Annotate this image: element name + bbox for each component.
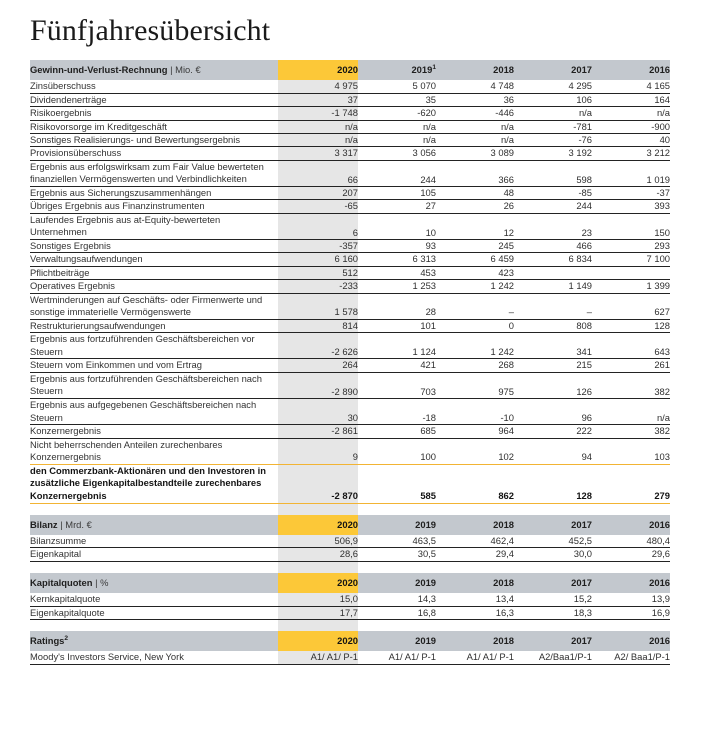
cell-2020: 15,0 xyxy=(278,593,358,606)
cell-2017: 1 149 xyxy=(514,280,592,293)
cell-2018: 12 xyxy=(436,213,514,239)
cell-2018: 13,4 xyxy=(436,593,514,606)
cell-2016: 1 399 xyxy=(592,280,670,293)
column-header-2017: 2017 xyxy=(514,60,592,80)
cell-2016: 1 019 xyxy=(592,160,670,186)
cell-2019: n/a xyxy=(358,120,436,133)
column-header-2020: 2020 xyxy=(278,515,358,535)
table-row xyxy=(30,80,698,93)
row-label: Restrukturierungsaufwendungen xyxy=(30,319,278,332)
cell-2020: -2 870 xyxy=(278,464,358,503)
page-title: Fünfjahresübersicht xyxy=(30,14,271,47)
cell-2020: -65 xyxy=(278,200,358,213)
gap-cell xyxy=(30,503,278,515)
cell-2017: 128 xyxy=(514,464,592,503)
cell-2018: n/a xyxy=(436,120,514,133)
table-row xyxy=(30,266,698,279)
section-header-kapitalquoten xyxy=(30,573,698,593)
cell-2016: 480,4 xyxy=(592,535,670,548)
cell-2018: 26 xyxy=(436,200,514,213)
table-gutter xyxy=(670,464,698,503)
cell-2016: A2/ Baa1/P-1 xyxy=(592,651,670,664)
cell-2016: 7 100 xyxy=(592,253,670,266)
table-row xyxy=(30,293,698,319)
row-label: Operatives Ergebnis xyxy=(30,280,278,293)
gap-cell-2020 xyxy=(278,620,358,632)
cell-2016: 393 xyxy=(592,200,670,213)
table-gutter xyxy=(670,120,698,133)
column-header-2016: 2016 xyxy=(592,631,670,651)
cell-2020: A1/ A1/ P-1 xyxy=(278,651,358,664)
row-label: Sonstiges Realisierungs- und Bewertungsergebnis xyxy=(30,134,278,147)
column-header-2017: 2017 xyxy=(514,573,592,593)
cell-2020: 4 975 xyxy=(278,80,358,93)
cell-2017: 452,5 xyxy=(514,535,592,548)
cell-2020: 17,7 xyxy=(278,606,358,619)
column-header-2019: 2019 xyxy=(358,631,436,651)
cell-2016: 279 xyxy=(592,464,670,503)
section-unit: | % xyxy=(92,576,109,588)
table-row xyxy=(30,187,698,200)
cell-2018: A1/ A1/ P-1 xyxy=(436,651,514,664)
cell-2018: 102 xyxy=(436,438,514,464)
cell-2017: A2/Baa1/P-1 xyxy=(514,651,592,664)
table-row xyxy=(30,160,698,186)
cell-2019: -18 xyxy=(358,399,436,425)
cell-2016: 103 xyxy=(592,438,670,464)
cell-2016: 40 xyxy=(592,134,670,147)
table-gutter xyxy=(670,319,698,332)
cell-2016: 627 xyxy=(592,293,670,319)
table-row xyxy=(30,606,698,619)
row-label: Bilanzsumme xyxy=(30,535,278,548)
row-label: Ergebnis aus Sicherungszusammenhängen xyxy=(30,187,278,200)
cell-2020: 9 xyxy=(278,438,358,464)
cell-2019: -620 xyxy=(358,107,436,120)
cell-2016: 150 xyxy=(592,213,670,239)
cell-2020: 512 xyxy=(278,266,358,279)
cell-2019: 244 xyxy=(358,160,436,186)
cell-2019: 421 xyxy=(358,359,436,372)
section-header-label xyxy=(30,515,278,535)
gap-cell xyxy=(30,620,278,632)
cell-2017: 466 xyxy=(514,240,592,253)
table-row xyxy=(30,147,698,160)
cell-2019: 16,8 xyxy=(358,606,436,619)
column-header-2020: 2020 xyxy=(278,573,358,593)
cell-2017: 6 834 xyxy=(514,253,592,266)
cell-2020: 6 160 xyxy=(278,253,358,266)
cell-2019: 1 253 xyxy=(358,280,436,293)
cell-2019: 5 070 xyxy=(358,80,436,93)
cell-2017: -76 xyxy=(514,134,592,147)
cell-2017: 808 xyxy=(514,319,592,332)
cell-2019: 93 xyxy=(358,240,436,253)
table-row xyxy=(30,240,698,253)
row-label: Nicht beherrschenden Anteilen zurechenbares Konzernergebnis xyxy=(30,438,278,464)
row-label: Wertminderungen auf Geschäfts- oder Firmenwerte und sonstige immaterielle Vermögenswerte xyxy=(30,293,278,319)
gap-cell-2020 xyxy=(278,503,358,515)
cell-2020: n/a xyxy=(278,120,358,133)
table-gutter xyxy=(670,438,698,464)
cell-2018: 1 242 xyxy=(436,333,514,359)
table-row xyxy=(30,134,698,147)
column-header-2017: 2017 xyxy=(514,515,592,535)
row-label: den Commerzbank-Aktionären und den Investoren in zusätzliche Eigenkapitalbestandteile zurechenbares Konzernergebnis xyxy=(30,464,278,503)
cell-2018: -446 xyxy=(436,107,514,120)
table-gutter xyxy=(670,425,698,438)
cell-2020: 30 xyxy=(278,399,358,425)
cell-2019: 27 xyxy=(358,200,436,213)
cell-2018: 29,4 xyxy=(436,548,514,561)
cell-2020: -2 890 xyxy=(278,372,358,398)
table-row xyxy=(30,280,698,293)
table-row xyxy=(30,425,698,438)
row-label: Kernkapitalquote xyxy=(30,593,278,606)
cell-2020: 28,6 xyxy=(278,548,358,561)
table-row xyxy=(30,107,698,120)
cell-2019: 585 xyxy=(358,464,436,503)
column-header-2016: 2016 xyxy=(592,60,670,80)
section-header-guv xyxy=(30,60,698,80)
table-gutter xyxy=(670,293,698,319)
cell-2018: 423 xyxy=(436,266,514,279)
cell-2017: -85 xyxy=(514,187,592,200)
table-row xyxy=(30,372,698,398)
gap-cell xyxy=(514,503,592,515)
cell-2019: 28 xyxy=(358,293,436,319)
cell-2016: -37 xyxy=(592,187,670,200)
row-label: Risikoergebnis xyxy=(30,107,278,120)
cell-2016: 16,9 xyxy=(592,606,670,619)
row-label: Ergebnis aus fortzuführenden Geschäftsbereichen nach Steuern xyxy=(30,372,278,398)
cell-2016: 261 xyxy=(592,359,670,372)
cell-2017: 244 xyxy=(514,200,592,213)
table-row xyxy=(30,399,698,425)
table-gutter xyxy=(670,548,698,561)
cell-2020: -233 xyxy=(278,280,358,293)
footnote-marker-1: 1 xyxy=(432,63,436,71)
row-label: Laufendes Ergebnis aus at-Equity-bewerteten Unternehmen xyxy=(30,213,278,239)
table-row xyxy=(30,535,698,548)
table-gutter xyxy=(670,160,698,186)
cell-2019: 3 056 xyxy=(358,147,436,160)
table-row xyxy=(30,593,698,606)
row-label: Eigenkapitalquote xyxy=(30,606,278,619)
cell-2019: 100 xyxy=(358,438,436,464)
row-label: Steuern vom Einkommen und vom Ertrag xyxy=(30,359,278,372)
cell-2017: 222 xyxy=(514,425,592,438)
table-gutter xyxy=(670,107,698,120)
column-header-2020: 2020 xyxy=(278,631,358,651)
table-gutter xyxy=(670,80,698,93)
column-header-2016: 2016 xyxy=(592,515,670,535)
table-row xyxy=(30,438,698,464)
table-row-total xyxy=(30,464,698,503)
cell-2017: 215 xyxy=(514,359,592,372)
cell-2018: 862 xyxy=(436,464,514,503)
table-gutter xyxy=(670,573,698,593)
table-gutter xyxy=(670,606,698,619)
table-gutter xyxy=(670,631,698,651)
section-header-label xyxy=(30,60,278,80)
cell-2016: n/a xyxy=(592,107,670,120)
cell-2016 xyxy=(592,266,670,279)
gap-cell xyxy=(30,561,278,573)
table-row xyxy=(30,319,698,332)
table-gutter xyxy=(670,651,698,664)
table-gutter xyxy=(670,93,698,106)
row-label: Ergebnis aus fortzuführenden Geschäftsbereichen vor Steuern xyxy=(30,333,278,359)
section-title: Kapitalquoten xyxy=(30,576,93,588)
gap-cell xyxy=(514,620,592,632)
cell-2020: 264 xyxy=(278,359,358,372)
section-header-label xyxy=(30,631,278,651)
section-unit: | Mrd. € xyxy=(57,518,92,530)
cell-2019: n/a xyxy=(358,134,436,147)
cell-2016: 128 xyxy=(592,319,670,332)
cell-2018: 462,4 xyxy=(436,535,514,548)
gap-cell xyxy=(592,561,670,573)
row-label: Pflichtbeiträge xyxy=(30,266,278,279)
cell-2019: 703 xyxy=(358,372,436,398)
section-header-ratings xyxy=(30,631,698,651)
cell-2018: 36 xyxy=(436,93,514,106)
gap-cell xyxy=(592,620,670,632)
cell-2020: 37 xyxy=(278,93,358,106)
cell-2019: 463,5 xyxy=(358,535,436,548)
cell-2018: n/a xyxy=(436,134,514,147)
cell-2017: 126 xyxy=(514,372,592,398)
table-row xyxy=(30,359,698,372)
cell-2017: 598 xyxy=(514,160,592,186)
cell-2020: 3 317 xyxy=(278,147,358,160)
table-gutter xyxy=(670,561,698,573)
cell-2018: -10 xyxy=(436,399,514,425)
cell-2018: 366 xyxy=(436,160,514,186)
cell-2018: 245 xyxy=(436,240,514,253)
column-header-2020: 2020 xyxy=(278,60,358,80)
gap-cell xyxy=(436,503,514,515)
cell-2017: 94 xyxy=(514,438,592,464)
cell-2017 xyxy=(514,266,592,279)
table-row xyxy=(30,333,698,359)
cell-2016: 643 xyxy=(592,333,670,359)
section-title: Ratings xyxy=(30,635,65,647)
row-label: Provisionsüberschuss xyxy=(30,147,278,160)
cell-2017: 18,3 xyxy=(514,606,592,619)
cell-2019: 10 xyxy=(358,213,436,239)
cell-2020: -357 xyxy=(278,240,358,253)
cell-2017: 96 xyxy=(514,399,592,425)
cell-2017: 341 xyxy=(514,333,592,359)
cell-2018: 16,3 xyxy=(436,606,514,619)
cell-2020: 207 xyxy=(278,187,358,200)
table-gutter xyxy=(670,593,698,606)
gap-cell xyxy=(358,561,436,573)
cell-2018: 268 xyxy=(436,359,514,372)
table-gutter xyxy=(670,266,698,279)
cell-2016: 382 xyxy=(592,425,670,438)
table-gutter xyxy=(670,359,698,372)
section-unit: | Mio. € xyxy=(167,64,201,75)
cell-2016: 293 xyxy=(592,240,670,253)
cell-2019: 6 313 xyxy=(358,253,436,266)
section-gap xyxy=(30,503,698,515)
gap-cell xyxy=(592,503,670,515)
cell-2018: – xyxy=(436,293,514,319)
row-label: Konzernergebnis xyxy=(30,425,278,438)
table-gutter xyxy=(670,372,698,398)
cell-2018: 1 242 xyxy=(436,280,514,293)
section-gap xyxy=(30,620,698,632)
cell-2019: 105 xyxy=(358,187,436,200)
gap-cell-2020 xyxy=(278,561,358,573)
cell-2019: 453 xyxy=(358,266,436,279)
cell-2016: 164 xyxy=(592,93,670,106)
cell-2016: n/a xyxy=(592,399,670,425)
column-header-2018: 2018 xyxy=(436,631,514,651)
row-label: Eigenkapital xyxy=(30,548,278,561)
cell-2020: 66 xyxy=(278,160,358,186)
cell-2016: 4 165 xyxy=(592,80,670,93)
cell-2017: -781 xyxy=(514,120,592,133)
cell-2020: 1 578 xyxy=(278,293,358,319)
gap-cell xyxy=(358,620,436,632)
row-label: Übriges Ergebnis aus Finanzinstrumenten xyxy=(30,200,278,213)
column-header-2018: 2018 xyxy=(436,573,514,593)
gap-cell xyxy=(436,561,514,573)
cell-2018: 3 089 xyxy=(436,147,514,160)
table-gutter xyxy=(670,213,698,239)
cell-2016: -900 xyxy=(592,120,670,133)
gap-cell xyxy=(514,561,592,573)
column-header-2019: 2019 xyxy=(358,515,436,535)
cell-2017: 23 xyxy=(514,213,592,239)
cell-2017: 3 192 xyxy=(514,147,592,160)
table-gutter xyxy=(670,503,698,515)
cell-2019: 35 xyxy=(358,93,436,106)
table-row xyxy=(30,200,698,213)
column-header-2017: 2017 xyxy=(514,631,592,651)
cell-2016: 382 xyxy=(592,372,670,398)
table-gutter xyxy=(670,399,698,425)
cell-2019: 1 124 xyxy=(358,333,436,359)
table-gutter xyxy=(670,60,698,80)
cell-2017: 106 xyxy=(514,93,592,106)
section-title: Bilanz xyxy=(30,518,58,530)
cell-2017: 15,2 xyxy=(514,593,592,606)
row-label: Dividendenerträge xyxy=(30,93,278,106)
cell-2020: -2 626 xyxy=(278,333,358,359)
row-label: Ergebnis aus erfolgswirksam zum Fair Value bewerteten finanziellen Vermögenswerten und Verbindlichkeiten xyxy=(30,160,278,186)
cell-2017: n/a xyxy=(514,107,592,120)
table-row xyxy=(30,93,698,106)
table-gutter xyxy=(670,620,698,632)
section-title: Gewinn-und-Verlust-Rechnung xyxy=(30,64,168,75)
column-header-2018: 2018 xyxy=(436,515,514,535)
cell-2018: 0 xyxy=(436,319,514,332)
table-gutter xyxy=(670,187,698,200)
table-row xyxy=(30,651,698,664)
cell-2017: – xyxy=(514,293,592,319)
cell-2018: 6 459 xyxy=(436,253,514,266)
cell-2016: 29,6 xyxy=(592,548,670,561)
cell-2018: 975 xyxy=(436,372,514,398)
cell-2018: 964 xyxy=(436,425,514,438)
gap-cell xyxy=(358,503,436,515)
table-gutter xyxy=(670,280,698,293)
section-header-label xyxy=(30,573,278,593)
cell-2019: 14,3 xyxy=(358,593,436,606)
row-label: Sonstiges Ergebnis xyxy=(30,240,278,253)
table-row xyxy=(30,548,698,561)
column-header-2018: 2018 xyxy=(436,60,514,80)
section-header-bilanz xyxy=(30,515,698,535)
table-gutter xyxy=(670,240,698,253)
row-label: Ergebnis aus aufgegebenen Geschäftsbereichen nach Steuern xyxy=(30,399,278,425)
table-row xyxy=(30,213,698,239)
cell-2020: 6 xyxy=(278,213,358,239)
table-gutter xyxy=(670,333,698,359)
gap-cell xyxy=(436,620,514,632)
cell-2017: 4 295 xyxy=(514,80,592,93)
table-gutter xyxy=(670,253,698,266)
column-header-2019: 2019 xyxy=(358,573,436,593)
table-gutter xyxy=(670,134,698,147)
table-gutter xyxy=(670,535,698,548)
cell-2020: -2 861 xyxy=(278,425,358,438)
cell-2020: -1 748 xyxy=(278,107,358,120)
column-header-2016: 2016 xyxy=(592,573,670,593)
cell-2019: 101 xyxy=(358,319,436,332)
cell-2020: 814 xyxy=(278,319,358,332)
row-label: Verwaltungsaufwendungen xyxy=(30,253,278,266)
table-gutter xyxy=(670,515,698,535)
cell-2016: 13,9 xyxy=(592,593,670,606)
row-label: Moody's Investors Service, New York xyxy=(30,651,278,664)
table-gewinn-und-verlust-rechnung xyxy=(30,60,698,665)
footnote-marker-2: 2 xyxy=(64,634,69,642)
column-header-2019: 2019$^1$ xyxy=(358,60,436,80)
cell-2019: 30,5 xyxy=(358,548,436,561)
table-row xyxy=(30,120,698,133)
table-gutter xyxy=(670,147,698,160)
cell-2017: 30,0 xyxy=(514,548,592,561)
cell-2020: n/a xyxy=(278,134,358,147)
cell-2019: 685 xyxy=(358,425,436,438)
cell-2020: 506,9 xyxy=(278,535,358,548)
row-label: Zinsüberschuss xyxy=(30,80,278,93)
section-gap xyxy=(30,561,698,573)
cell-2018: 48 xyxy=(436,187,514,200)
row-label: Risikovorsorge im Kreditgeschäft xyxy=(30,120,278,133)
table-row xyxy=(30,253,698,266)
cell-2019: A1/ A1/ P-1 xyxy=(358,651,436,664)
cell-2018: 4 748 xyxy=(436,80,514,93)
table-gutter xyxy=(670,200,698,213)
cell-2016: 3 212 xyxy=(592,147,670,160)
